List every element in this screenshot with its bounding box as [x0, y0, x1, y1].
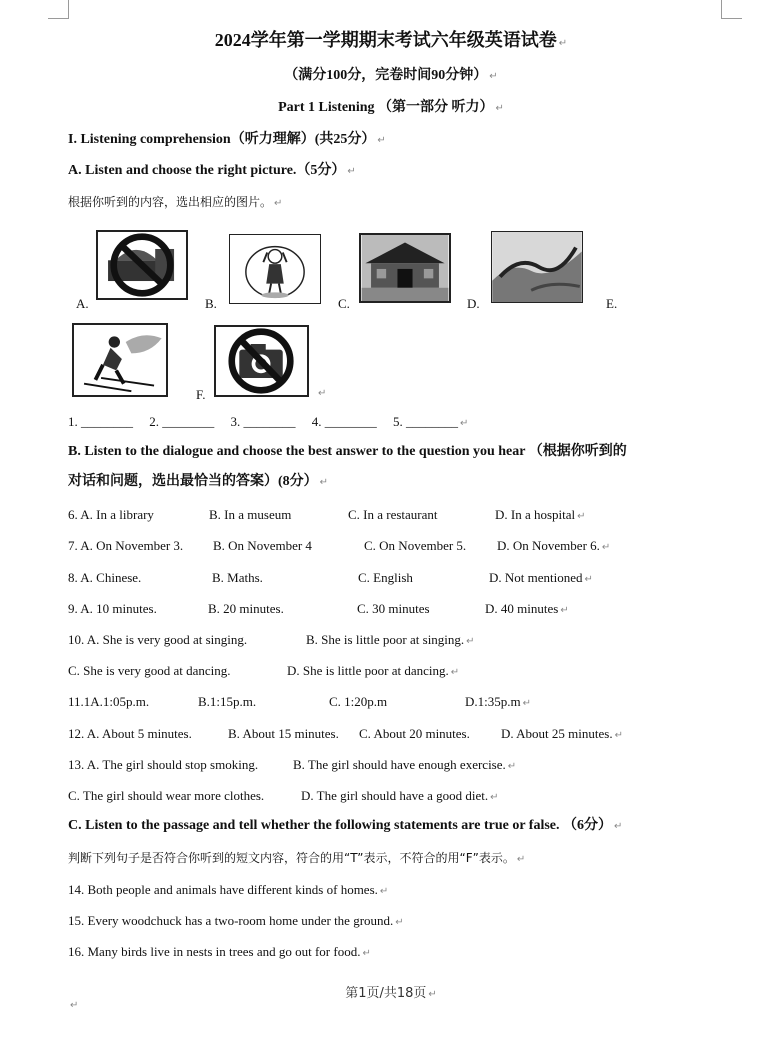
exam-title: 2024学年第一学期期末考试六年级英语试卷 ↵ [214, 30, 568, 50]
option: B.1:15p.m. [198, 694, 257, 709]
option: B. 20 minutes. [208, 601, 284, 616]
question-13-cont: C. The girl should wear more clothes. D. The girl should have a good diet. ↵ [68, 788, 499, 803]
option: 13. A. The girl should stop smoking. [68, 757, 259, 772]
no-eating-icon [96, 230, 188, 300]
option: D. She is little poor at dancing. [287, 663, 449, 678]
option: 11.1A.1:05p.m. [68, 694, 150, 709]
option: D.1:35p.m [465, 694, 521, 709]
option: 6. A. In a library [68, 507, 154, 522]
option: C. 30 minutes [357, 601, 430, 616]
picture-label-c: C. [338, 296, 350, 311]
section-b-heading-line2: 对话和问题，选出最恰当的答案）(8分） ↵ [68, 474, 329, 489]
picture-label-a: A. [76, 296, 89, 311]
option: B. Maths. [212, 570, 263, 585]
option: C. 1:20p.m [329, 694, 388, 709]
section-a-instruction: 根据你听到的内容，选出相应的图片。 ↵ [68, 195, 283, 209]
no-camera-icon [214, 325, 309, 397]
picture-label-f: F. [196, 387, 206, 402]
section-c-heading: C. Listen to the passage and tell whether the following statements are true or false. （6分） ↵ [68, 818, 623, 833]
option: B. About 15 minutes. [228, 726, 339, 741]
section-1-heading: I. Listening comprehension（听力理解）(共25分） ↵ [68, 132, 386, 147]
crop-mark-top-right [721, 0, 742, 19]
option: 7. A. On November 3. [68, 538, 184, 553]
section-a-heading: A. Listen and choose the right picture.（5分） ↵ [68, 163, 356, 178]
question-10: 10. A. She is very good at singing. B. She is little poor at singing. ↵ [68, 632, 475, 647]
question-9: 9. A. 10 minutes. B. 20 minutes. C. 30 minutes D. 40 minutes ↵ [68, 601, 569, 616]
picture-label-d: D. [467, 296, 480, 311]
option: 10. A. She is very good at singing. [68, 632, 248, 647]
skier-image [72, 323, 168, 397]
section-b-heading-line1: B. Listen to the dialogue and choose the best answer to the question you hear （根据你听到的 [68, 444, 627, 459]
part-heading: Part 1 Listening （第一部分 听力） ↵ [278, 100, 504, 115]
option: C. About 20 minutes. [359, 726, 470, 741]
girl-jumping-rope-image [229, 234, 321, 304]
exam-subtitle: （满分100分，完卷时间90分钟） ↵ [284, 68, 498, 83]
option: D. 40 minutes [485, 601, 559, 616]
option: C. In a restaurant [348, 507, 438, 522]
option: C. She is very good at dancing. [68, 663, 231, 678]
option: C. English [358, 570, 413, 585]
question-7: 7. A. On November 3. B. On November 4 C. On November 5. D. On November 6. ↵ [68, 538, 611, 553]
option: B. She is little poor at singing. [306, 632, 465, 647]
option: 12. A. About 5 minutes. [68, 726, 192, 741]
statement-14: 14. Both people and animals have different kinds of homes. ↵ [68, 882, 389, 897]
question-13: 13. A. The girl should stop smoking. B. The girl should have enough exercise. ↵ [68, 757, 517, 772]
question-10-cont: C. She is very good at dancing. D. She is little poor at dancing. ↵ [68, 663, 460, 678]
statement-16: 16. Many birds live in nests in trees and go out for food. ↵ [68, 944, 371, 959]
paragraph-mark-end: ↵ [70, 1000, 79, 1011]
temple-building-image [359, 233, 451, 303]
picture-label-e: E. [606, 296, 618, 311]
picture-label-b: B. [205, 296, 217, 311]
question-11: 11.1A.1:05p.m. B.1:15p.m. C. 1:20p.m D.1:35p.m ↵ [68, 694, 532, 709]
option: D. In a hospital [495, 507, 576, 522]
crop-mark-top-left [48, 0, 69, 19]
option: C. On November 5. [364, 538, 467, 553]
option: D. The girl should have a good diet. [301, 788, 489, 803]
option: D. On November 6. [497, 538, 600, 553]
option: C. The girl should wear more clothes. [68, 788, 265, 803]
option: B. In a museum [209, 507, 292, 522]
answer-blanks: 1. ________ 2. ________ 3. ________ 4. ________ 5. ________ ↵ [68, 414, 469, 429]
paragraph-mark: ↵ [318, 388, 327, 399]
option: 9. A. 10 minutes. [68, 601, 157, 616]
option: D. About 25 minutes. [501, 726, 613, 741]
section-c-instruction: 判断下列句子是否符合你听到的短文内容，符合的用“T”表示，不符合的用“F”表示。 ↵ [68, 851, 526, 865]
question-8: 8. A. Chinese. B. Maths. C. English D. Not mentioned ↵ [68, 570, 593, 585]
great-wall-image [491, 231, 583, 303]
option: D. Not mentioned [489, 570, 583, 585]
question-6: 6. A. In a library B. In a museum C. In a restaurant D. In a hospital ↵ [68, 507, 586, 522]
page-footer: 第1页/共18页 ↵ [345, 986, 437, 1001]
statement-15: 15. Every woodchuck has a two-room home under the ground. ↵ [68, 913, 404, 928]
option: B. On November 4 [213, 538, 312, 553]
option: 8. A. Chinese. [68, 570, 142, 585]
option: B. The girl should have enough exercise. [293, 757, 506, 772]
question-12: 12. A. About 5 minutes. B. About 15 minutes. C. About 20 minutes. D. About 25 minutes. ↵ [68, 726, 623, 741]
